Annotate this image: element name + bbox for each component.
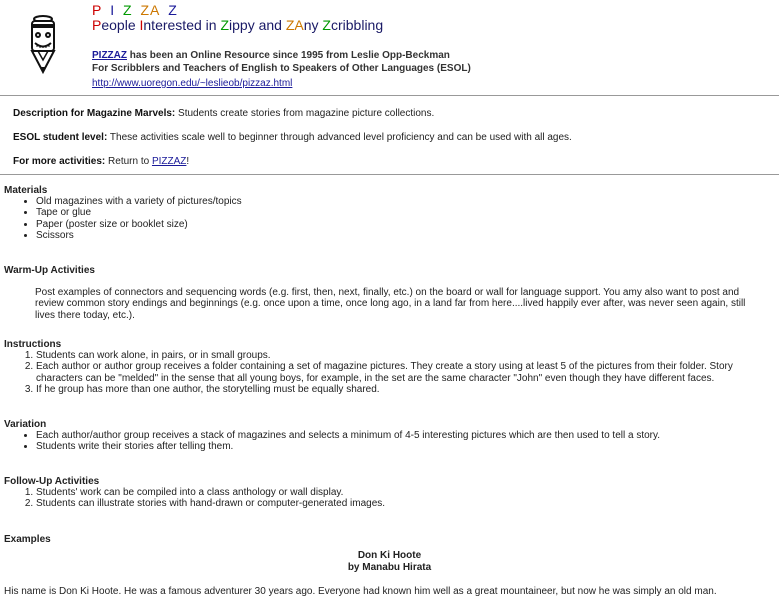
more-activities-label: For more activities: bbox=[13, 156, 106, 167]
materials-heading: Materials bbox=[4, 185, 48, 196]
student-level-text: These activities scale well to beginner through advanced level proficiency and can be used with all ages. bbox=[107, 132, 572, 143]
title-letter: I bbox=[110, 2, 116, 18]
followup-list bbox=[4, 487, 385, 510]
warmup-section bbox=[4, 265, 95, 276]
variation-section bbox=[4, 419, 660, 453]
title-letter: Z bbox=[168, 2, 178, 18]
tagline-text: ippy and bbox=[229, 17, 286, 33]
list-item: • Scissors bbox=[36, 230, 242, 241]
tagline-initial: Z bbox=[322, 17, 331, 33]
examples-heading: Examples bbox=[4, 534, 51, 545]
description-text: Students create stories from magazine picture collections. bbox=[175, 108, 435, 119]
followup-section bbox=[4, 476, 385, 510]
list-item: • Tape or glue bbox=[36, 207, 242, 218]
story-text: His name is Don Ki Hoote. He was a famous adventurer 30 years ago. Everyone had known him well as a great mountaineer, but now he was simply an old man. bbox=[4, 586, 717, 597]
tagline-text: ny bbox=[303, 17, 323, 33]
materials-section bbox=[4, 185, 242, 241]
list-item: • Paper (poster size or booklet size) bbox=[36, 219, 242, 230]
list-item: 2. Each author or author group receives a folder containing a set of magazine pictures. They create a story using at least 5 of the pictures from their folder. Story characters can be "melded" in the sense that all young boys, for example, in the set are the same character "John" even though they have different faces. bbox=[36, 361, 776, 384]
tagline-text: nterested in bbox=[143, 17, 221, 33]
tagline-initial: P bbox=[92, 17, 102, 33]
pizzaz-tagline bbox=[92, 17, 383, 33]
student-level-line bbox=[13, 132, 572, 143]
title-letter: ZA bbox=[140, 2, 161, 18]
warmup-heading: Warm-Up Activities bbox=[4, 265, 95, 276]
title-letter: Z bbox=[123, 2, 133, 18]
tagline-text: eople bbox=[101, 17, 140, 33]
student-level-label: ESOL student level: bbox=[13, 132, 108, 143]
more-activities-text: Return to bbox=[105, 156, 152, 167]
tagline-initial: ZA bbox=[285, 17, 304, 33]
description-line bbox=[13, 108, 434, 119]
list-item: 2. Students can illustrate stories with hand-drawn or computer-generated images. bbox=[36, 498, 385, 509]
more-activities-line bbox=[13, 156, 189, 167]
activity-info-box bbox=[0, 95, 779, 175]
list-item: 1. Students can work alone, in pairs, or in small groups. bbox=[36, 350, 776, 361]
list-item: 3. If he group has more than one author, the storytelling must be equally shared. bbox=[36, 384, 776, 395]
tagline-initial: I bbox=[139, 17, 144, 33]
title-letter: P bbox=[92, 2, 103, 18]
description-label: Description for Magazine Marvels: bbox=[13, 108, 176, 119]
intro-line-2: For Scribblers and Teachers of English to Speakers of Other Languages (ESOL) bbox=[92, 63, 471, 74]
page-header bbox=[0, 0, 779, 94]
variation-heading: Variation bbox=[4, 419, 47, 430]
story-author: by Manabu Hirata bbox=[347, 562, 432, 573]
list-item: • Students write their stories after telling them. bbox=[36, 441, 660, 452]
pizzaz-title bbox=[92, 2, 181, 18]
intro-line-1: has been an Online Resource since 1995 from Leslie Opp-Beckman bbox=[127, 50, 450, 61]
more-activities-end: ! bbox=[186, 156, 190, 167]
pizzaz-link[interactable]: PIZZAZ bbox=[92, 50, 127, 61]
pizzaz-url-link[interactable]: http://www.uoregon.edu/~leslieob/pizzaz.html bbox=[92, 78, 293, 89]
instructions-list bbox=[4, 350, 776, 395]
instructions-heading: Instructions bbox=[4, 339, 62, 350]
followup-heading: Follow-Up Activities bbox=[4, 476, 100, 487]
pizzaz-pencil-face-logo bbox=[27, 14, 59, 76]
instructions-section bbox=[4, 339, 776, 395]
story-title: Don Ki Hoote bbox=[357, 550, 422, 561]
examples-section bbox=[4, 534, 51, 545]
list-item: • Each author/author group receives a stack of magazines and selects a minimum of 4-5 interesting pictures which are then used to tell a story. bbox=[36, 430, 660, 441]
return-pizzaz-link[interactable]: PIZZAZ bbox=[151, 156, 187, 167]
tagline-initial: Z bbox=[220, 17, 230, 33]
list-item: • Old magazines with a variety of pictures/topics bbox=[36, 196, 242, 207]
list-item: 1. Students' work can be compiled into a class anthology or wall display. bbox=[36, 487, 385, 498]
variation-list bbox=[4, 430, 660, 453]
intro-text bbox=[92, 49, 471, 75]
materials-list bbox=[4, 196, 242, 241]
warmup-text: Post examples of connectors and sequencing words (e.g. first, then, next, finally, etc.) on the board or wall for language support. You amy also want to post and review common story endings and beginnings (e.g. once upon a time, once long ago, in a land far from here....lived happily ever after, was never seen again, still lives there today, etc.). bbox=[35, 287, 746, 321]
tagline-text: cribbling bbox=[330, 17, 384, 33]
